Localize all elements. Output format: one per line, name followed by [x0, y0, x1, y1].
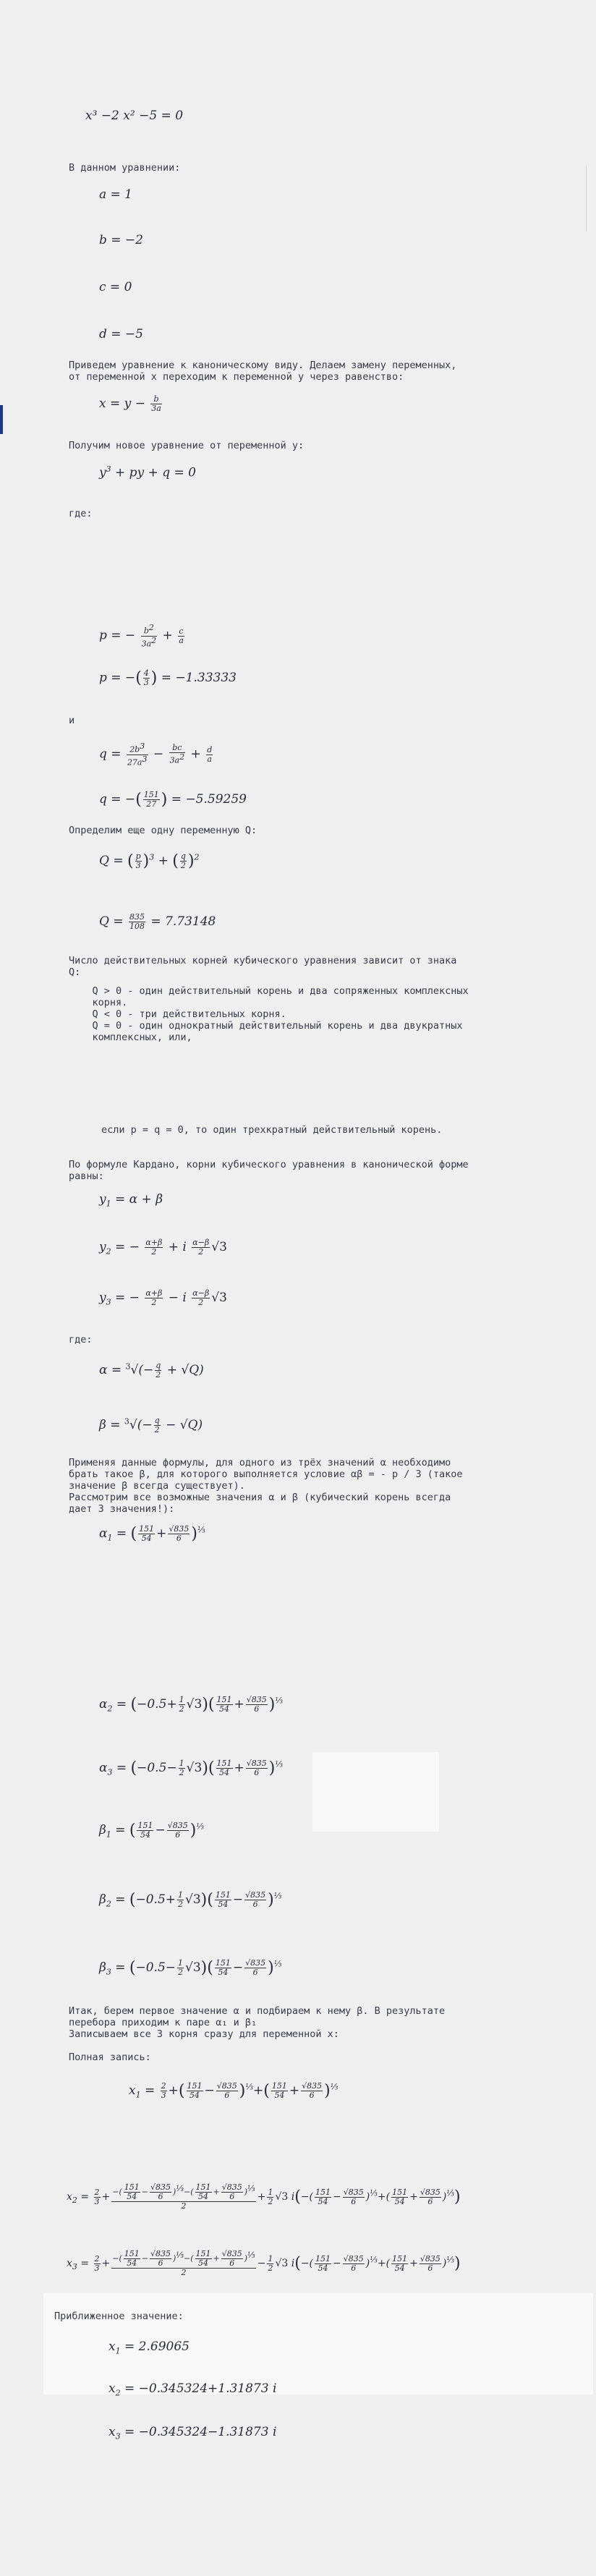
beta3-formula: $\beta_3 = (-0.5-$ $\frac{1}{2}$ √3)( $\frac{151}{54}$ − $\frac{√835}{6}$ )$^{\frac{1}{3}}$: [99, 1958, 282, 1977]
coeff-b: b = −2: [99, 233, 143, 247]
text-roots-count: Число действительных корней кубического уравнения зависит от знака Q:: [69, 955, 457, 978]
x2-full-formula: $x_2$ = $\frac{2}{3}$ + −( $\frac{151}{54}$ − $\frac{√835}{6}$ )$^{\frac{1}{3}}$−( $\frac{151}{54}$ + $\frac{√835}{6}$ )$^{\frac{1}{3}}$ 2 + $\frac{1}{2}$ √3 i(−( $\frac{151}{54}$ − $\frac{√835}{6}$ )$^{\frac{1}{3}}$+( $\frac{151}{54}$ + $\frac{√835}{6}$ )$^{\frac{1}{3}}$): [67, 2182, 461, 2211]
alpha3-formula: $\alpha_3 = (-0.5-$ $\frac{1}{2}$ √3)( $\frac{151}{54}$ + $\frac{√835}{6}$ )$^{\frac{1}{3}}$: [99, 1759, 284, 1777]
x1-full-formula: $x_1$ = $\frac{2}{3}$ +( $\frac{151}{54}$ − $\frac{√835}{6}$ )$^{\frac{1}{3}}$+( $\frac{151}{54}$ + $\frac{√835}{6}$ )$^{\frac{1}{3}}$: [129, 2081, 339, 2100]
text-write-roots: Записываем все 3 корня сразу для переменной x:: [69, 2028, 339, 2040]
left-accent-bar: [0, 405, 3, 434]
coeff-a: a = 1: [99, 187, 133, 202]
q-value: q = −( $\frac{151}{27}$ ) = −5.59259: [99, 790, 247, 809]
text-full: Полная запись:: [69, 2052, 151, 2063]
x1-approx: $x_1 = 2.69065$: [108, 2339, 190, 2356]
alpha2-formula: $\alpha_2 = (-0.5+$ $\frac{1}{2}$ √3)( $\frac{151}{54}$ + $\frac{√835}{6}$ )$^{\frac{1}{3}}$: [99, 1695, 284, 1714]
text-where-2: где:: [69, 1334, 93, 1346]
beta1-formula: $\beta_1$ = ( $\frac{151}{54}$ − $\frac{√835}{6}$ )$^{\frac{1}{3}}$: [99, 1821, 205, 1840]
alpha-formula: α = $^3$√(− $\frac{q}{2}$ + √Q): [99, 1361, 204, 1380]
text-approx: Приближенное значение:: [54, 2311, 184, 2322]
x3-number: −0.345324−1.31873 i: [138, 2425, 277, 2439]
text-cardano: По формуле Кардано, корни кубического уравнения в канонической форме равны:: [69, 1159, 469, 1182]
main-equation: x³ −2 x² −5 = 0: [85, 109, 184, 123]
Q-formula: Q = ( $\frac{p}{3}$ )$^3$ + ( $\frac{q}{2}$ )$^2$: [99, 851, 200, 870]
x1-number: 2.69065: [138, 2339, 190, 2354]
alpha1-formula: $\alpha_1$ = ( $\frac{151}{54}$ + $\frac{√835}{6}$ )$^{\frac{1}{3}}$: [99, 1524, 205, 1543]
text-case-1: Q > 0 - один действительный корень и два сопряженных комплексных корня.: [92, 985, 469, 1008]
text-define-q: Определим еще одну переменную Q:: [69, 825, 257, 836]
text-case-4: если p = q = 0, то один трехкратный действительный корень.: [101, 1124, 443, 1136]
text-case-2: Q < 0 - три действительных корня.: [69, 1008, 286, 1020]
Q-number: 7.73148: [165, 914, 216, 929]
canonical-equation: $y^3$ + py + q = 0: [99, 464, 196, 480]
Q-denominator: 108: [129, 922, 145, 931]
Q-numerator: 835: [129, 912, 145, 922]
x2-approx: $x_2 = -0.345324+1.31873$ i: [108, 2381, 277, 2398]
p-number: −1.33333: [175, 671, 237, 685]
x3-full-formula: $x_3$ = $\frac{2}{3}$ + −( $\frac{151}{54}$ − $\frac{√835}{6}$ )$^{\frac{1}{3}}$−( $\frac{151}{54}$ + $\frac{√835}{6}$ )$^{\frac{1}{3}}$ 2 − $\frac{1}{2}$ √3 i(−( $\frac{151}{54}$ − $\frac{√835}{6}$ )$^{\frac{1}{3}}$+( $\frac{151}{54}$ + $\frac{√835}{6}$ )$^{\frac{1}{3}}$): [67, 2249, 461, 2277]
y3-formula: $y_3$ = − $\frac{\alpha+\beta}{2}$ − i $\frac{\alpha-\beta}{2}$ √3: [99, 1288, 227, 1307]
Q-value: Q = $\frac{835}{108}$ = 7.73148: [99, 912, 216, 931]
q-formula: q = $\frac{2b^3}{27a^3}$ − $\frac{bc}{3a^2}$ + $\frac{d}{a}$: [99, 741, 213, 768]
coeff-c: c = 0: [99, 280, 132, 294]
blank-panel: [312, 1752, 439, 1832]
x2-number: −0.345324+1.31873 i: [138, 2381, 277, 2396]
x3-approx: $x_3 = -0.345324-1.31873$ i: [108, 2425, 277, 2441]
p-value: p = −( $\frac{4}{3}$ ) = −1.33333: [99, 668, 237, 687]
coeff-d: d = −5: [99, 327, 143, 341]
beta2-formula: $\beta_2 = (-0.5+$ $\frac{1}{2}$ √3)( $\frac{151}{54}$ − $\frac{√835}{6}$ )$^{\frac{1}{3}}$: [99, 1890, 282, 1909]
p-formula: p = − $\frac{b^2}{3a^2}$ + $\frac{c}{a}$: [99, 623, 184, 649]
text-in-equation: В данном уравнении:: [69, 162, 181, 174]
text-and: и: [69, 715, 75, 726]
y2-formula: $y_2$ = − $\frac{\alpha+\beta}{2}$ + i $\frac{\alpha-\beta}{2}$ √3: [99, 1238, 227, 1257]
beta-formula: β = $^3$√(− $\frac{q}{2}$ − √Q): [99, 1416, 203, 1434]
q-number: −5.59259: [185, 792, 247, 807]
text-canonical: Приведем уравнение к каноническому виду. Делаем замену переменных, от переменной x переходим к переменной y через равенство:: [69, 360, 457, 383]
right-rule: [586, 166, 587, 231]
text-apply: Применяя данные формулы, для одного из трёх значений α необходимо брать такое β, для которого выполняется условие αβ = - p / 3 (такое значение β всегда существует). Рассмотрим все возможные значения α и β (кубический корень всегда дает 3 значения!):: [69, 1457, 463, 1515]
text-new-eq: Получим новое уравнение от переменной y:: [69, 440, 305, 451]
substitution-formula: x = y − $\frac{b}{3a}$: [99, 394, 161, 413]
text-where-1: где:: [69, 508, 93, 519]
y1-formula: $y_1 = \alpha + \beta$: [99, 1192, 163, 1209]
text-pick: Итак, берем первое значение α и подбираем к нему β. В результате перебора приходим к паре α₁ и β₁: [69, 2005, 446, 2028]
text-case-3: Q = 0 - один однократный действительный корень и два двукратных комплексных, или,: [92, 1020, 463, 1043]
